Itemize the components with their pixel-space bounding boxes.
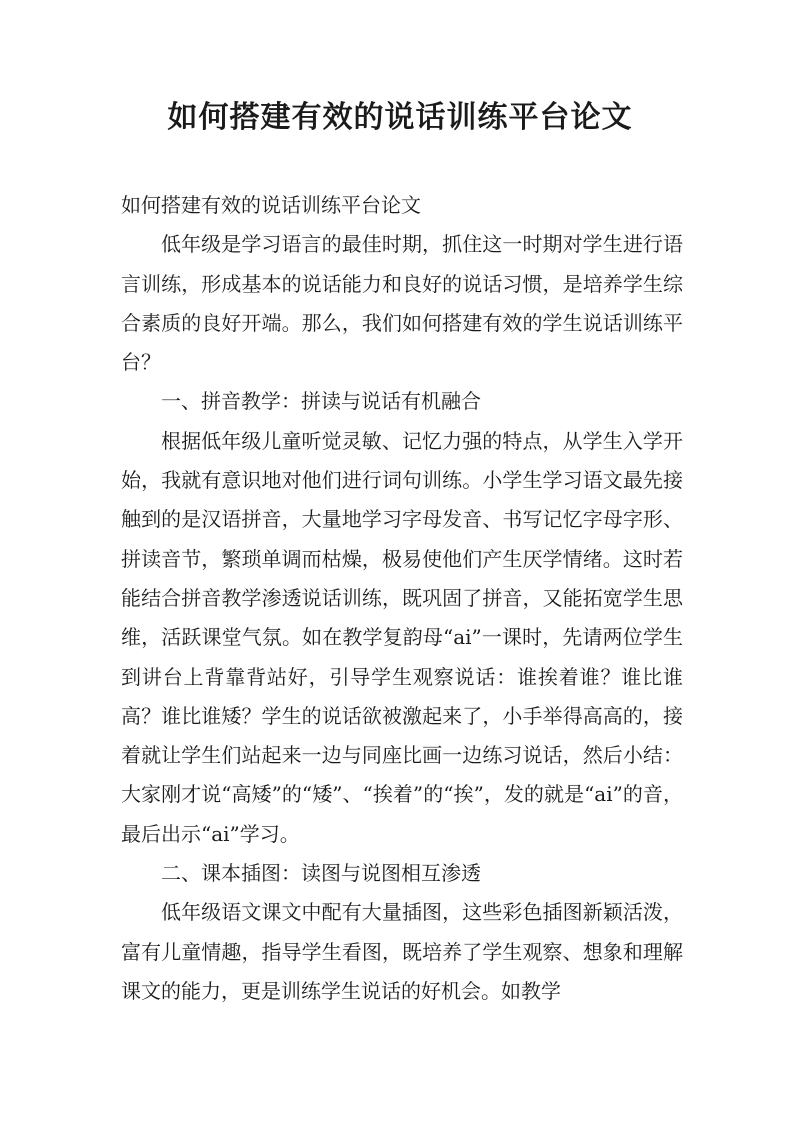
document-subtitle: 如何搭建有效的说话训练平台论文 xyxy=(121,193,421,217)
paragraph: 低年级语文课文中配有大量插图，这些彩色插图新颖活泼，富有儿童情趣，指导学生看图，既培养了学生观察、想象和理解课文的能力，更是训练学生说话的好机会。如教学 xyxy=(121,900,683,1003)
paragraph: 低年级是学习语言的最佳时期，抓住这一时期对学生进行语言训练，形成基本的说话能力和良好的说话习惯，是培养学生综合素质的良好开端。那么，我们如何搭建有效的学生说话训练平台？ xyxy=(121,232,683,375)
section-heading: 二、课本插图：读图与说图相互渗透 xyxy=(161,861,481,886)
document-title: 如何搭建有效的说话训练平台论文 xyxy=(167,100,633,135)
section-heading: 一、拼音教学：拼读与说话有机融合 xyxy=(161,389,481,414)
document-body xyxy=(121,186,683,1011)
paragraph: 根据低年级儿童听觉灵敏、记忆力强的特点，从学生入学开始，我就有意识地对他们进行词句训练。小学生学习语文最先接触到的是汉语拼音，大量地学习字母发音、书写记忆字母字形、拼读音节，繁琐单调而枯燥，极易使他们产生厌学情绪。这时若能结合拼音教学渗透说话训练，既巩固了拼音，又能拓宽学生思维，活跃课堂气氛。如在教学复韵母“ai”一课时，先请两位学生到讲台上背靠背站好，引导学生观察说话：谁挨着谁？谁比谁高？谁比谁矮？学生的说话欲被激起来了，小手举得高高的，接着就让学生们站起来一边与同座比画一边练习说话，然后小结：大家刚才说“高矮”的“矮”、“挨着”的“挨”，发的就是“ai”的音，最后出示“ai”学习。 xyxy=(121,428,683,846)
